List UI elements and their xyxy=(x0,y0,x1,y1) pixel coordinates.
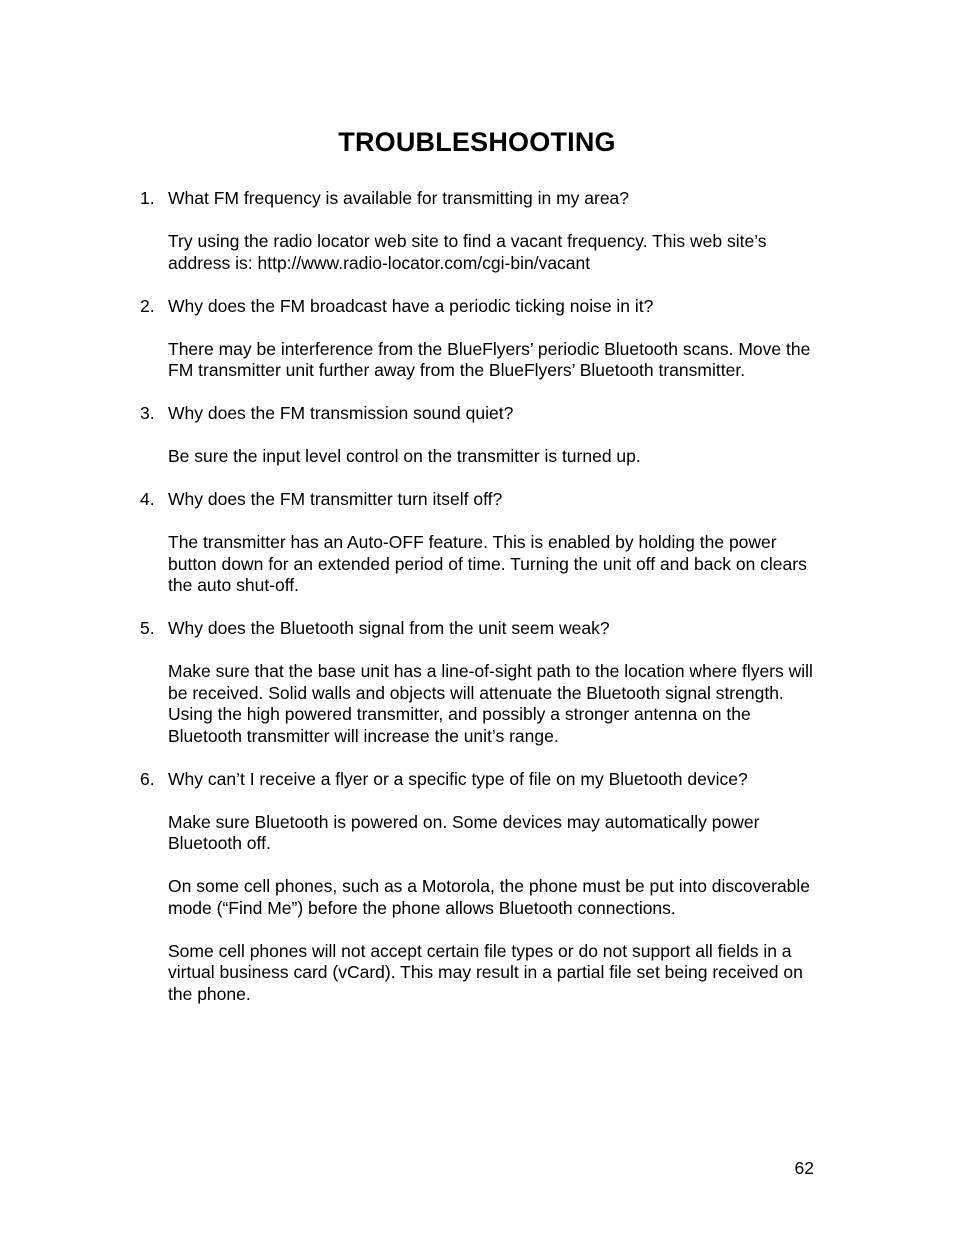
item-number: 6. xyxy=(140,768,155,789)
faq-answer: Try using the radio locator web site to find a vacant frequency. This web site’s address is: http://www.radio-locator.com/cgi-bin/vacant xyxy=(168,231,767,273)
item-number: 3. xyxy=(140,403,155,423)
item-number: 5. xyxy=(140,618,155,638)
faq-answer: Make sure Bluetooth is powered on. Some devices may automatically power Bluetooth off. xyxy=(168,811,760,853)
page-title: TROUBLESHOOTING xyxy=(338,127,616,157)
faq-question: Why does the FM broadcast have a periodic ticking noise in it? xyxy=(168,295,654,316)
faq-answer: Some cell phones will not accept certain file types or do not support all fields in a virtual business card (vCard). This may result in a partial file set being received on the phone. xyxy=(168,940,803,1004)
faq-answer: Make sure that the base unit has a line-of-sight path to the location where flyers will be received. Solid walls and objects will attenuate the Bluetooth signal strength. Using the high powered transmitter, and possibly a stronger antenna on the Bluetooth transmitter will increase the unit’s range. xyxy=(168,661,813,746)
faq-answer: There may be interference from the BlueFlyers’ periodic Bluetooth scans. Move the FM transmitter unit further away from the BlueFlyers’ Bluetooth transmitter. xyxy=(168,338,811,380)
faq-item-2 xyxy=(140,296,820,382)
faq-question: What FM frequency is available for transmitting in my area? xyxy=(168,188,630,208)
faq-question: Why does the FM transmission sound quiet? xyxy=(168,403,514,423)
faq-question: Why can’t I receive a flyer or a specific type of file on my Bluetooth device? xyxy=(168,768,748,789)
faq-question: Why does the FM transmitter turn itself off? xyxy=(168,489,503,509)
faq-item-6 xyxy=(140,769,820,1006)
item-number: 4. xyxy=(140,489,155,509)
troubleshooting-list xyxy=(140,188,820,1027)
faq-item-3 xyxy=(140,403,820,468)
faq-item-5 xyxy=(140,618,820,747)
faq-question: Why does the Bluetooth signal from the unit seem weak? xyxy=(168,618,610,638)
faq-answer: On some cell phones, such as a Motorola, the phone must be put into discoverable mode (“Find Me”) before the phone allows Bluetooth connections. xyxy=(168,876,811,918)
faq-item-4 xyxy=(140,489,820,597)
faq-answer: The transmitter has an Auto-OFF feature. This is enabled by holding the power button down for an extended period of time. Turning the unit off and back on clears the auto shut-off. xyxy=(168,532,807,595)
page-number: 62 xyxy=(794,1158,814,1178)
faq-answer: Be sure the input level control on the transmitter is turned up. xyxy=(168,446,641,466)
faq-item-1 xyxy=(140,188,820,274)
item-number: 1. xyxy=(140,188,155,208)
item-number: 2. xyxy=(140,295,155,316)
